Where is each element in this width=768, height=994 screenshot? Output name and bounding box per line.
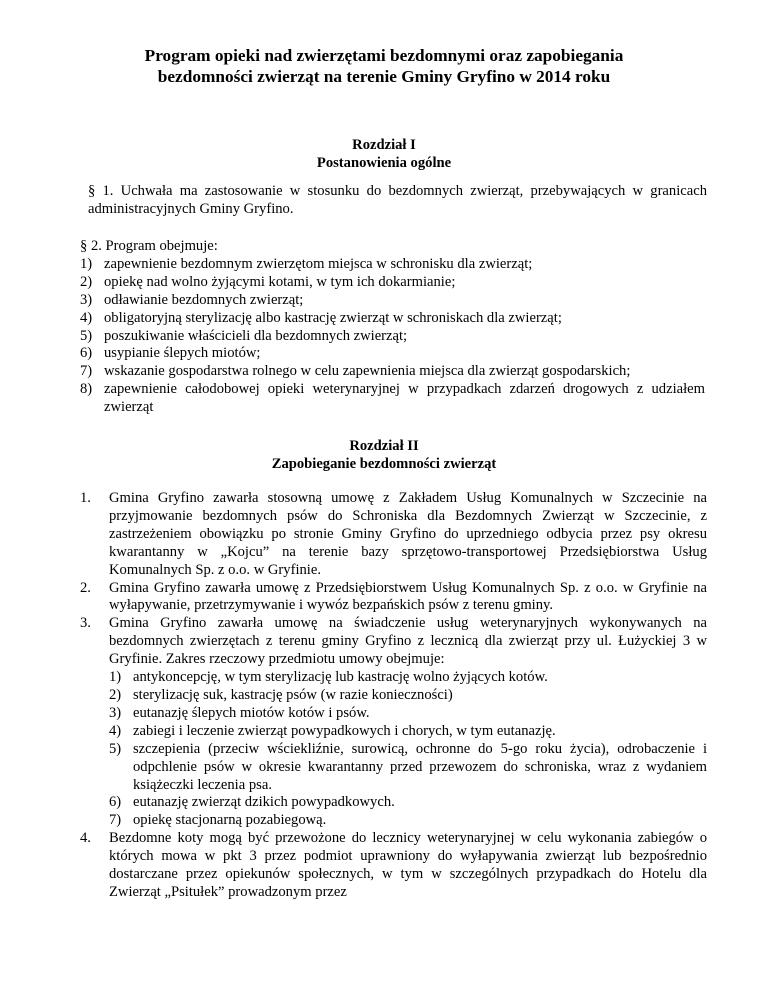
chapter-1-heading: Postanowienia ogólne — [316, 154, 452, 171]
chapter-2-list — [80, 490, 707, 902]
sub-list-item-number: 2) — [109, 686, 122, 703]
sub-list-item-text: eutanazję zwierząt dzikich powypadkowych. — [133, 794, 395, 811]
list-item-number: 6) — [80, 345, 93, 362]
sub-list-item — [109, 794, 707, 812]
list-item — [80, 310, 705, 328]
list-item-number: 5) — [80, 327, 93, 344]
sub-list-item — [109, 705, 707, 723]
list-item-text: usypianie ślepych miotów; — [104, 345, 261, 362]
sub-list-item-number: 7) — [109, 812, 122, 829]
list-item — [80, 381, 705, 417]
list-item — [80, 615, 707, 830]
chapter-2-label: Rozdział II — [349, 438, 419, 454]
sub-list-item — [109, 723, 707, 741]
list-item-number: 4) — [80, 309, 93, 326]
title-line-1: Program opieki nad zwierzętami bezdomnymi oraz zapobiegania — [144, 46, 624, 65]
list-item — [80, 490, 707, 580]
sub-list-item-number: 3) — [109, 704, 122, 721]
sub-list-item-text: zabiegi i leczenie zwierząt powypadkowych i chorych, w tym eutanazję. — [133, 722, 556, 739]
list-item — [80, 363, 705, 381]
list-item — [80, 345, 705, 363]
sub-list-item — [109, 687, 707, 705]
list-item-number: 2. — [80, 579, 91, 596]
sub-list-item-text: opiekę stacjonarną pozabiegową. — [133, 812, 327, 829]
chapter-1-header — [60, 137, 708, 173]
document-title — [60, 45, 708, 87]
sub-list-item — [109, 741, 707, 795]
sub-list-item-number: 6) — [109, 794, 122, 811]
sub-list-item-text: sterylizację suk, kastrację psów (w razie konieczności) — [133, 686, 453, 703]
list-item-text: opiekę nad wolno żyjącymi kotami, w tym ich dokarmianie; — [104, 273, 456, 290]
list-item-number: 4. — [80, 830, 91, 847]
sub-list-item-number: 1) — [109, 669, 122, 686]
list-item-text: wskazanie gospodarstwa rolnego w celu zapewnienia miejsca dla zwierząt gospodarskich; — [104, 363, 631, 380]
list-item-text: Gmina Gryfino zawarła umowę z Przedsiębiorstwem Usług Komunalnych Sp. z o.o. w Gryfinie na wyłapywanie, przetrzymywanie i wywóz bezpańskich psów z terenu gminy. — [109, 579, 707, 614]
list-item — [80, 256, 705, 274]
list-item-text: obligatoryjną sterylizację albo kastrację zwierząt w schroniskach dla zwierząt; — [104, 309, 562, 326]
sub-list-item-number: 5) — [109, 740, 122, 757]
paragraph-2-list — [80, 256, 705, 417]
paragraph-1 — [57, 183, 707, 219]
list-item-number: 1) — [80, 255, 93, 272]
list-item-number: 2) — [80, 273, 93, 290]
list-item-text: Gmina Gryfino zawarła umowę na świadczenie usług weterynaryjnych wykonywanych na bezdomnych zwierzętach z terenu gminy Gryfino z lecznicą dla zwierząt przy ul. Łużyckiej 3 w Gryfinie. Zakres rzeczowy przedmiotu umowy obejmuje: — [109, 615, 707, 668]
paragraph-1-text: § 1. Uchwała ma zastosowanie w stosunku do bezdomnych zwierząt, przebywających w granicach administracyjnych Gminy Gryfino. — [88, 183, 707, 217]
list-item-number: 1. — [80, 490, 91, 506]
list-item — [80, 830, 707, 902]
sub-list-item-text: szczepienia (przeciw wściekliźnie, surowicą, ochronne do 5-go roku życia), odrobaczenie i odpchlenie psów w okresie kwarantanny przed przewozem do schroniska, wraz z wydaniem książeczki leczenia psa. — [133, 740, 707, 793]
sub-list-item-number: 4) — [109, 722, 122, 739]
chapter-1-label: Rozdział I — [352, 137, 416, 153]
list-item — [80, 274, 705, 292]
list-item-text: odławianie bezdomnych zwierząt; — [104, 291, 304, 308]
list-item-number: 3. — [80, 615, 91, 632]
list-item — [80, 580, 707, 616]
list-item — [80, 292, 705, 310]
paragraph-2 — [80, 238, 705, 417]
list-item-number: 3) — [80, 291, 93, 308]
list-item-text: zapewnienie całodobowej opieki weterynaryjnej w przypadkach zdarzeń drogowych z udziałem zwierząt — [104, 381, 705, 416]
sub-list-item — [109, 812, 707, 830]
sub-list-item — [109, 669, 707, 687]
list-item-text: zapewnienie bezdomnym zwierzętom miejsca w schronisku dla zwierząt; — [104, 255, 533, 272]
list-item — [80, 328, 705, 346]
list-item-number: 8) — [80, 381, 93, 398]
chapter-2-heading: Zapobieganie bezdomności zwierząt — [271, 455, 497, 472]
title-line-2: bezdomności zwierząt na terenie Gminy Gryfino w 2014 roku — [157, 67, 611, 86]
list-item-number: 7) — [80, 363, 93, 380]
paragraph-2-intro: § 2. Program obejmuje: — [80, 238, 218, 254]
list-item-text: poszukiwanie właścicieli dla bezdomnych zwierząt; — [104, 327, 408, 344]
scope-sublist — [109, 669, 707, 830]
list-item-text: Bezdomne koty mogą być przewożone do lecznicy weterynaryjnej w celu wykonania zabiegów o których mowa w pkt 3 przez podmiot uprawniony do wyłapywania zwierząt lub bezpośrednio dostarczane przez opiekunów społecznych, w tym w szczególnych przypadkach do Hotelu dla Zwierząt „Psitułek” prowadzonym przez — [109, 830, 707, 900]
chapter-2-header — [60, 438, 708, 474]
sub-list-item-text: antykoncepcję, w tym sterylizację lub kastrację wolno żyjących kotów. — [133, 669, 548, 686]
sub-list-item-text: eutanazję ślepych miotów kotów i psów. — [133, 704, 370, 721]
list-item-text: Gmina Gryfino zawarła stosowną umowę z Zakładem Usług Komunalnych w Szczecinie na przyjmowanie bezdomnych psów do Schroniska dla Bezdomnych Zwierząt w Szczecinie, z zastrzeżeniem obowiązku po stronie Gminy Gryfino do uprzedniego odbycia przez psy okresu kwarantanny w „Kojcu” na terenie bazy sprzętowo-transportowej Przedsiębiorstwa Usług Komunalnych Sp. z o.o. w Gryfinie. — [109, 490, 707, 578]
